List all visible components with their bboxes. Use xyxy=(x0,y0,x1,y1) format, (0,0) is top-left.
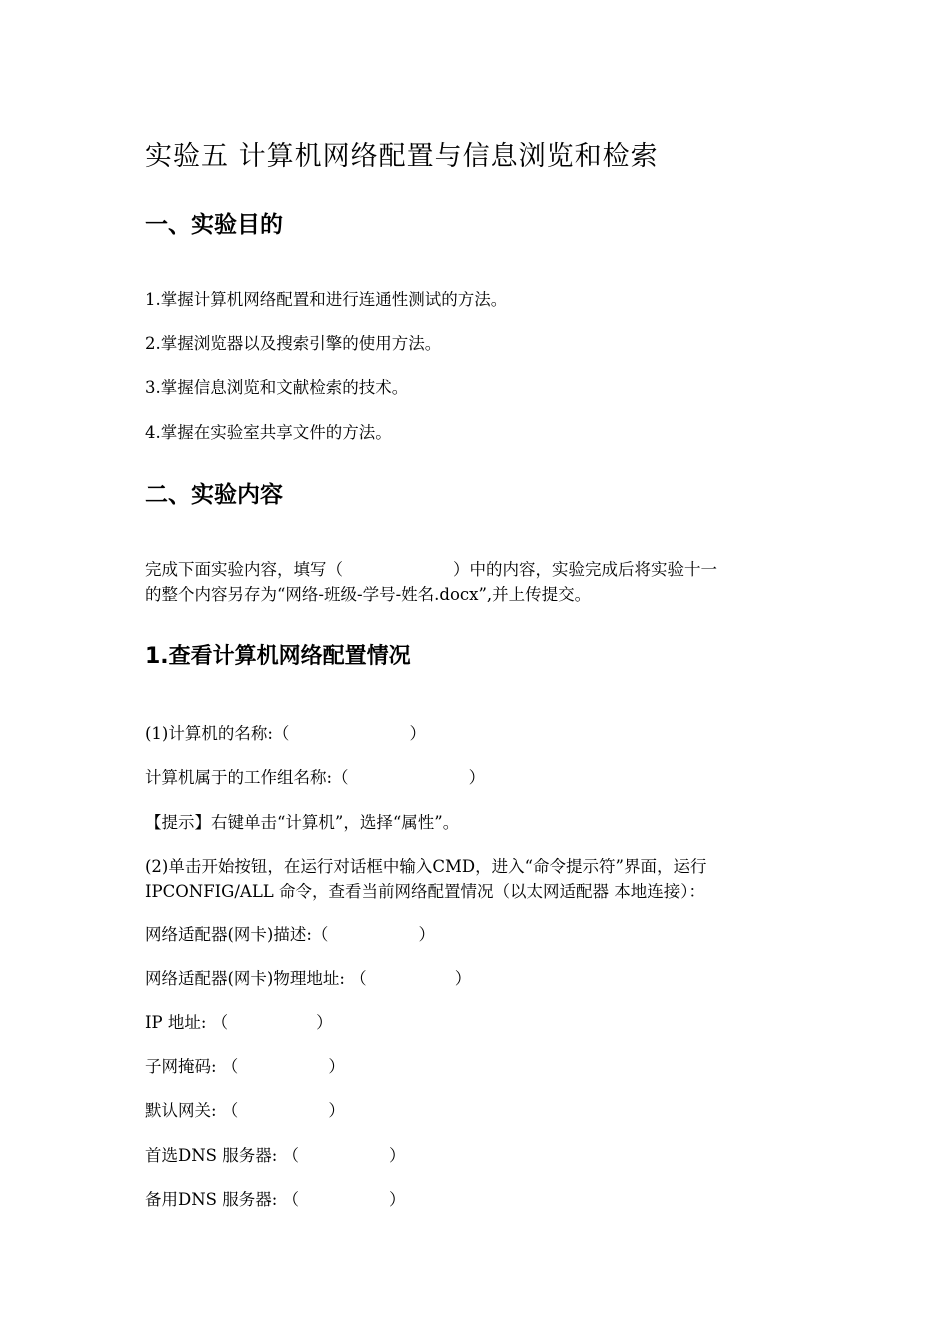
field-close: ） xyxy=(409,724,426,743)
field-close: ） xyxy=(389,1146,406,1165)
intro-line-1 xyxy=(145,558,717,582)
physical-address-field xyxy=(145,967,471,991)
objective-item: 4.掌握在实验室共享文件的方法。 xyxy=(145,423,392,442)
ip-address-field xyxy=(145,1011,333,1035)
field-label: 默认网关: （ xyxy=(145,1101,239,1120)
step2-line-2: IPCONFIG/ALL 命令，查看当前网络配置情况（以太网适配器 本地连接）： xyxy=(145,882,705,901)
field-close: ） xyxy=(418,925,435,944)
field-label: IP 地址: （ xyxy=(145,1013,229,1032)
field-label: 子网掩码: （ xyxy=(145,1057,239,1076)
adapter-description-field xyxy=(145,923,435,947)
alternate-dns-field xyxy=(145,1188,406,1212)
section-heading-content: 二、实验内容 xyxy=(145,482,283,508)
objective-item: 1.掌握计算机网络配置和进行连通性测试的方法。 xyxy=(145,290,508,309)
field-label: 首选DNS 服务器: （ xyxy=(145,1146,300,1165)
field-close: ） xyxy=(328,1101,345,1120)
field-label: (1)计算机的名称:（ xyxy=(145,724,290,743)
field-close: ） xyxy=(454,969,472,988)
subnet-mask-field xyxy=(145,1055,345,1079)
field-close: ） xyxy=(316,1013,333,1032)
objective-item: 2.掌握浏览器以及搜索引擎的使用方法。 xyxy=(145,334,442,353)
field-label: 网络适配器(网卡)描述:（ xyxy=(145,925,329,944)
step2-line-1: (2)单击开始按钮，在运行对话框中输入CMD，进入“命令提示符”界面，运行 xyxy=(145,857,707,876)
field-label: 备用DNS 服务器: （ xyxy=(145,1190,300,1209)
field-close: ） xyxy=(389,1190,406,1209)
intro-text-b: ）中的内容，实验完成后将实验十一 xyxy=(453,560,717,579)
workgroup-field xyxy=(145,766,485,790)
computer-name-field xyxy=(145,722,426,746)
objective-item: 3.掌握信息浏览和文献检索的技术。 xyxy=(145,378,409,397)
field-close: ） xyxy=(468,768,486,787)
hint-text: 【提示】右键单击“计算机”，选择“属性”。 xyxy=(145,813,460,832)
field-close: ） xyxy=(328,1057,345,1076)
preferred-dns-field xyxy=(145,1144,406,1168)
subsection-heading: 1.查看计算机网络配置情况 xyxy=(145,644,411,669)
default-gateway-field xyxy=(145,1099,345,1123)
page-title: 实验五 计算机网络配置与信息浏览和检索 xyxy=(145,141,659,172)
section-heading-objectives: 一、实验目的 xyxy=(145,212,283,238)
intro-text-a: 完成下面实验内容，填写（ xyxy=(145,560,343,579)
field-label: 网络适配器(网卡)物理地址: （ xyxy=(145,969,367,988)
intro-line-2: 的整个内容另存为“网络-班级-学号-姓名.docx”,并上传提交。 xyxy=(145,585,592,604)
field-label: 计算机属于的工作组名称:（ xyxy=(145,768,349,787)
